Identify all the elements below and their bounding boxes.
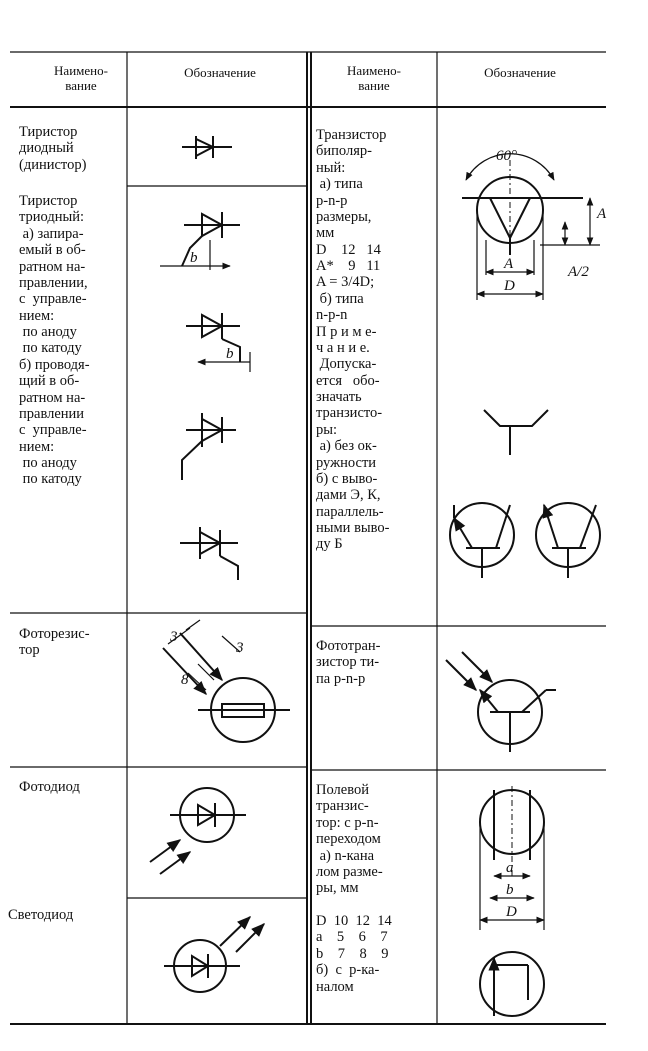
transistor-parallel-leads-symbol-1 bbox=[450, 503, 514, 578]
bipolar-dim-D: D bbox=[504, 278, 515, 294]
bipolar-dim-A: A bbox=[597, 206, 607, 222]
bipolar-angle-label: 60° bbox=[496, 148, 517, 164]
thyristor-conducting-anode-symbol bbox=[182, 413, 236, 480]
header-name-right: Наимено- вание bbox=[347, 63, 401, 93]
led-symbol bbox=[164, 917, 264, 992]
thyristor-conducting-cathode-symbol bbox=[180, 527, 238, 580]
fet-dim-a: a bbox=[506, 860, 514, 876]
fet-n-channel-symbol bbox=[480, 786, 544, 930]
name-dinistor: Тиристор диодный (динистор) bbox=[19, 124, 87, 173]
fet-p-channel-symbol bbox=[480, 952, 544, 1016]
name-photoresistor: Фоторезис- тор bbox=[19, 626, 90, 659]
photoresistor-dim-3: 3 bbox=[170, 629, 178, 645]
photoresistor-dim-3b: 3 bbox=[236, 640, 244, 656]
photodiode-symbol bbox=[150, 788, 246, 874]
thyristor-dim-b: b bbox=[190, 250, 198, 266]
name-led: Светодиод bbox=[8, 907, 74, 923]
name-thyristor-triode: Тиристор триодный: а) запира- емый в об- ратном на- правлении, с управле- нием: по аноду по катоду б) проводя- щий в об- ратном на- правлении с управле- нием: по аноду по катоду bbox=[19, 193, 90, 488]
transistor-parallel-leads-symbol-2 bbox=[536, 503, 600, 578]
thyristor-cathode-controlled-symbol bbox=[186, 313, 250, 372]
bipolar-dim-A-half: A/2 bbox=[568, 264, 589, 280]
name-phototransistor: Фототран- зистор ти- па p-n-p bbox=[316, 638, 381, 687]
bipolar-transistor-symbol bbox=[462, 148, 607, 300]
name-bipolar-transistor: Транзистор биполяр- ный: а) типа p-n-p размеры, мм D 12 14 A* 9 11 A = 3/4D; б) типа n-p-n П р и м е- ч а н и е. Допуска- ется обо- значать транзисто- ры: а) без ок- ружности б) с выво- дами Э, К, параллель- ными выво- ду Б bbox=[316, 127, 390, 553]
bipolar-dim-A-bottom: A bbox=[504, 256, 514, 272]
thyristor-dim-b2: b bbox=[226, 346, 234, 362]
fet-dim-b: b bbox=[506, 882, 514, 898]
thyristor-anode-controlled-symbol bbox=[160, 212, 240, 270]
header-symbol-right: Обозначение bbox=[484, 65, 556, 80]
fet-dim-D: D bbox=[506, 904, 517, 920]
photoresistor-dim-8: 8 bbox=[181, 672, 189, 688]
transistor-no-circle-symbol bbox=[484, 410, 548, 455]
header-symbol-left: Обозначение bbox=[184, 65, 256, 80]
header-name-left: Наимено- вание bbox=[54, 63, 108, 93]
photoresistor-symbol bbox=[163, 620, 290, 742]
name-field-effect-transistor: Полевой транзис- тор: с p-n- переходом а) n-кана лом разме- ры, мм D 10 12 14 a 5 6 7 b 7 8 9 б) с p-ка- налом bbox=[316, 782, 392, 995]
name-photodiode: Фотодиод bbox=[19, 779, 80, 795]
phototransistor-symbol bbox=[446, 652, 556, 752]
dinistor-symbol bbox=[182, 136, 232, 159]
